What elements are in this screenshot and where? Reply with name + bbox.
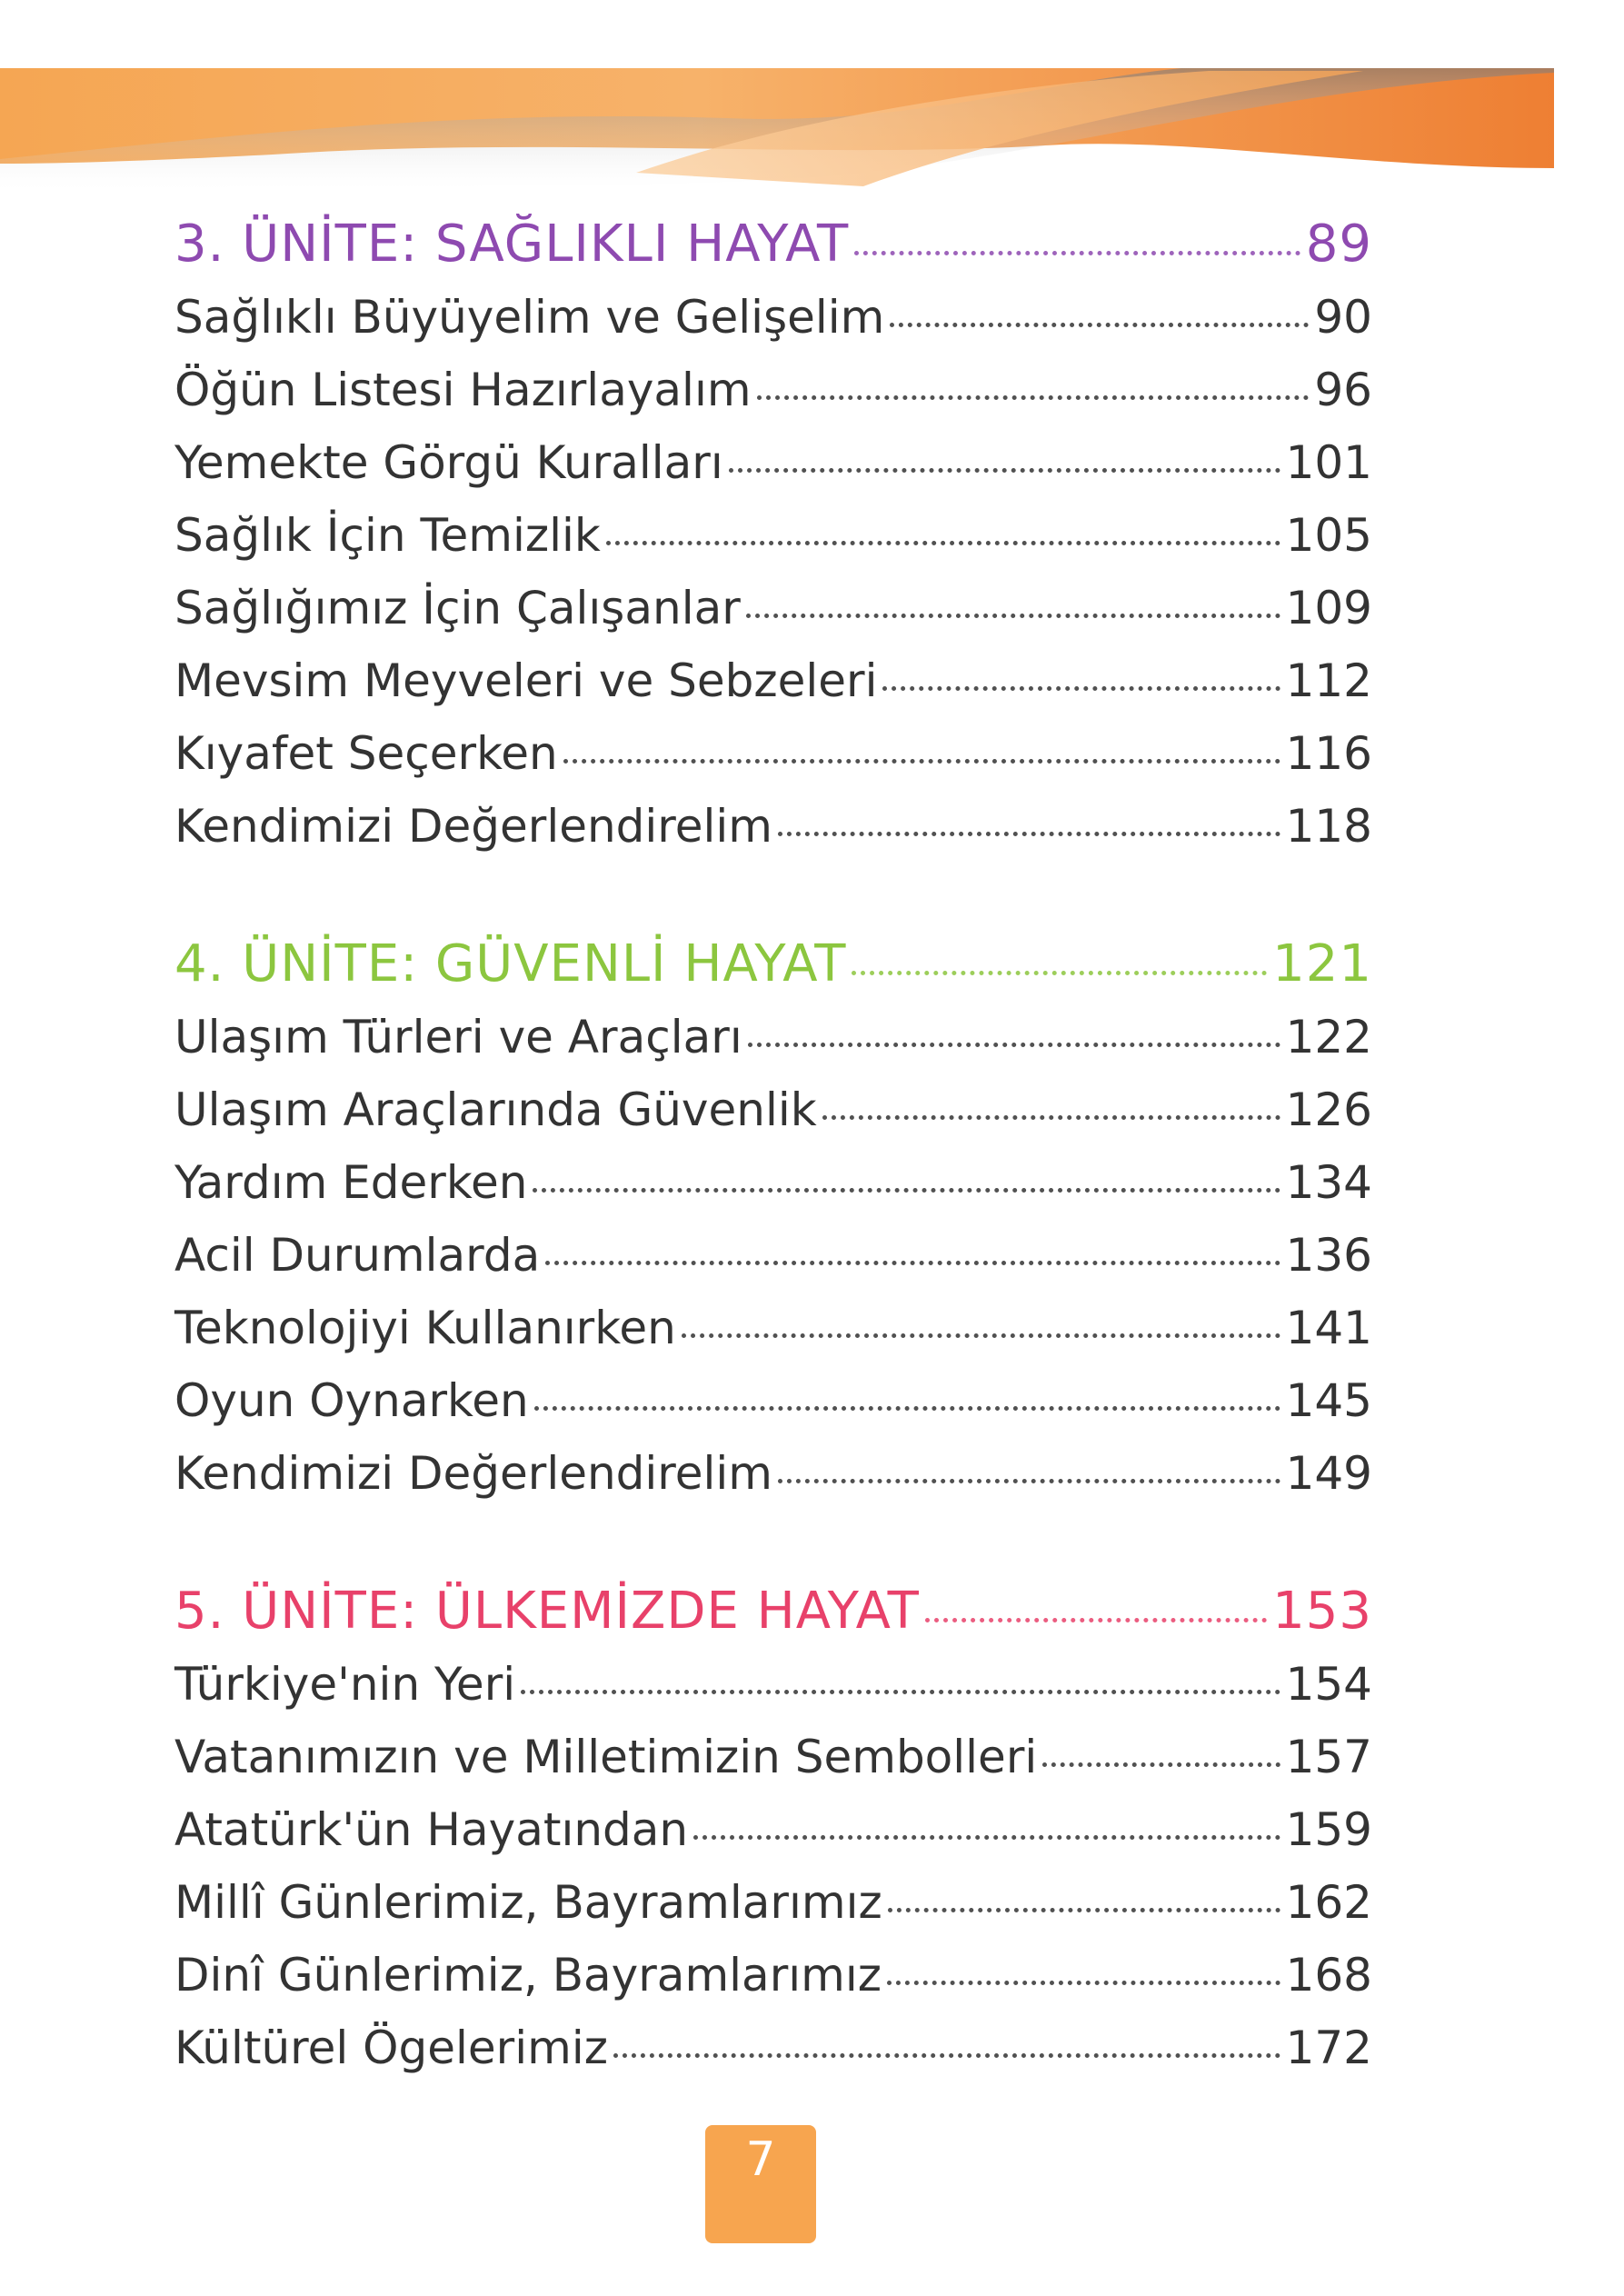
dot-leader (533, 1188, 1280, 1193)
toc-entry-page: 172 (1285, 2021, 1372, 2074)
toc-entry[interactable] (174, 1648, 1372, 1721)
top-banner-wave (0, 0, 1624, 236)
toc-entry-title: Kendimizi Değerlendirelim (174, 1447, 773, 1500)
toc-entry-page: 145 (1285, 1374, 1372, 1427)
unit-3-heading: 3. ÜNİTE: SAĞLIKLI HAYAT (174, 215, 850, 274)
dot-leader (890, 323, 1309, 327)
dot-leader (521, 1690, 1280, 1694)
toc-entry-page: 122 (1285, 1011, 1372, 1063)
dot-leader (887, 1981, 1280, 1985)
dot-leader (854, 251, 1300, 255)
toc-entry[interactable] (174, 1793, 1372, 1866)
toc-entry-title: Mevsim Meyveleri ve Sebzeleri (174, 654, 878, 707)
toc-entry-title: Dinî Günlerimiz, Bayramlarımız (174, 1949, 882, 2002)
toc-entry-page: 90 (1314, 291, 1372, 344)
toc-entry-title: Atatürk'ün Hayatından (174, 1803, 689, 1856)
unit-4-section (174, 928, 1372, 1510)
toc-entry[interactable] (174, 1866, 1372, 1939)
toc-entry-title: Ulaşım Araçlarında Güvenlik (174, 1083, 817, 1136)
toc-entry[interactable] (174, 572, 1372, 644)
toc-entry-title: Kültürel Ögelerimiz (174, 2021, 608, 2074)
toc-entry[interactable] (174, 790, 1372, 863)
unit-5-page: 153 (1272, 1582, 1372, 1641)
toc-entry-title: Ulaşım Türleri ve Araçları (174, 1011, 742, 1063)
dot-leader (1042, 1762, 1280, 1767)
toc-entry-page: 157 (1285, 1731, 1372, 1783)
toc-entry-page: 126 (1285, 1083, 1372, 1136)
toc-entry-page: 168 (1285, 1949, 1372, 2002)
toc-entry[interactable] (174, 1939, 1372, 2011)
toc-entry-title: Kendimizi Değerlendirelim (174, 800, 773, 853)
toc-entry-page: 96 (1314, 364, 1372, 416)
dot-leader (693, 1835, 1280, 1840)
toc-entry[interactable] (174, 644, 1372, 717)
dot-leader (778, 832, 1280, 836)
dot-leader (729, 468, 1280, 473)
dot-leader (545, 1261, 1280, 1265)
toc-entry-page: 109 (1285, 582, 1372, 634)
unit-4-heading-row[interactable] (174, 928, 1372, 1001)
toc-entry-page: 162 (1285, 1876, 1372, 1929)
toc-entry[interactable] (174, 717, 1372, 790)
toc-entry[interactable] (174, 1219, 1372, 1292)
toc-entry-title: Sağlığımız İçin Çalışanlar (174, 582, 741, 634)
toc-entry[interactable] (174, 281, 1372, 354)
toc-entry-page: 101 (1285, 436, 1372, 489)
unit-5-heading: 5. ÜNİTE: ÜLKEMİZDE HAYAT (174, 1582, 920, 1641)
toc-entry-title: Acil Durumlarda (174, 1229, 541, 1282)
dot-leader (563, 759, 1280, 764)
toc-entry-title: Yemekte Görgü Kuralları (174, 436, 723, 489)
toc-entry[interactable] (174, 1146, 1372, 1219)
toc-entry-title: Yardım Ederken (174, 1156, 528, 1209)
toc-entry-title: Sağlık İçin Temizlik (174, 509, 601, 562)
toc-entry[interactable] (174, 354, 1372, 426)
unit-3-section (174, 208, 1372, 863)
toc-entry-page: 159 (1285, 1803, 1372, 1856)
toc-entry-page: 112 (1285, 654, 1372, 707)
toc-entry[interactable] (174, 1292, 1372, 1364)
dot-leader (534, 1406, 1280, 1411)
toc-entry[interactable] (174, 1364, 1372, 1437)
toc-entry-page: 118 (1285, 800, 1372, 853)
toc-entry-title: Millî Günlerimiz, Bayramlarımız (174, 1876, 882, 1929)
toc-entry[interactable] (174, 499, 1372, 572)
toc-entry-title: Kıyafet Seçerken (174, 727, 558, 780)
unit-4-page: 121 (1272, 934, 1372, 993)
toc-entry[interactable] (174, 1721, 1372, 1793)
unit-3-heading-row[interactable] (174, 208, 1372, 281)
toc-entry[interactable] (174, 1073, 1372, 1146)
dot-leader (852, 971, 1267, 975)
unit-5-section (174, 1575, 1372, 2084)
dot-leader (778, 1479, 1280, 1483)
dot-leader (613, 2053, 1280, 2058)
toc-entry-page: 105 (1285, 509, 1372, 562)
unit-4-heading: 4. ÜNİTE: GÜVENLİ HAYAT (174, 934, 847, 993)
toc-entry-title: Öğün Listesi Hazırlayalım (174, 364, 752, 416)
dot-leader (888, 1908, 1280, 1912)
dot-leader (882, 686, 1280, 691)
toc-entry-title: Türkiye'nin Yeri (174, 1658, 516, 1711)
page-number-badge (705, 2125, 816, 2243)
toc-entry-title: Vatanımızın ve Milletimizin Sembolleri (174, 1731, 1038, 1783)
toc-entry-page: 141 (1285, 1302, 1372, 1354)
toc-entry[interactable] (174, 426, 1372, 499)
table-of-contents (174, 208, 1372, 2084)
unit-5-heading-row[interactable] (174, 1575, 1372, 1648)
dot-leader (746, 614, 1280, 618)
toc-entry-page: 134 (1285, 1156, 1372, 1209)
toc-entry-title: Oyun Oynarken (174, 1374, 529, 1427)
unit-3-page: 89 (1305, 215, 1372, 274)
toc-entry-page: 136 (1285, 1229, 1372, 1282)
toc-entry[interactable] (174, 1437, 1372, 1510)
toc-entry-page: 149 (1285, 1447, 1372, 1500)
toc-entry-page: 154 (1285, 1658, 1372, 1711)
dot-leader (682, 1333, 1280, 1338)
dot-leader (822, 1115, 1280, 1120)
page-number: 7 (745, 2132, 776, 2187)
toc-entry[interactable] (174, 1001, 1372, 1073)
dot-leader (925, 1618, 1267, 1622)
toc-entry-page: 116 (1285, 727, 1372, 780)
toc-entry[interactable] (174, 2011, 1372, 2084)
dot-leader (757, 395, 1310, 400)
toc-entry-title: Teknolojiyi Kullanırken (174, 1302, 676, 1354)
dot-leader (748, 1043, 1280, 1047)
dot-leader (606, 541, 1280, 545)
toc-entry-title: Sağlıklı Büyüyelim ve Gelişelim (174, 291, 885, 344)
